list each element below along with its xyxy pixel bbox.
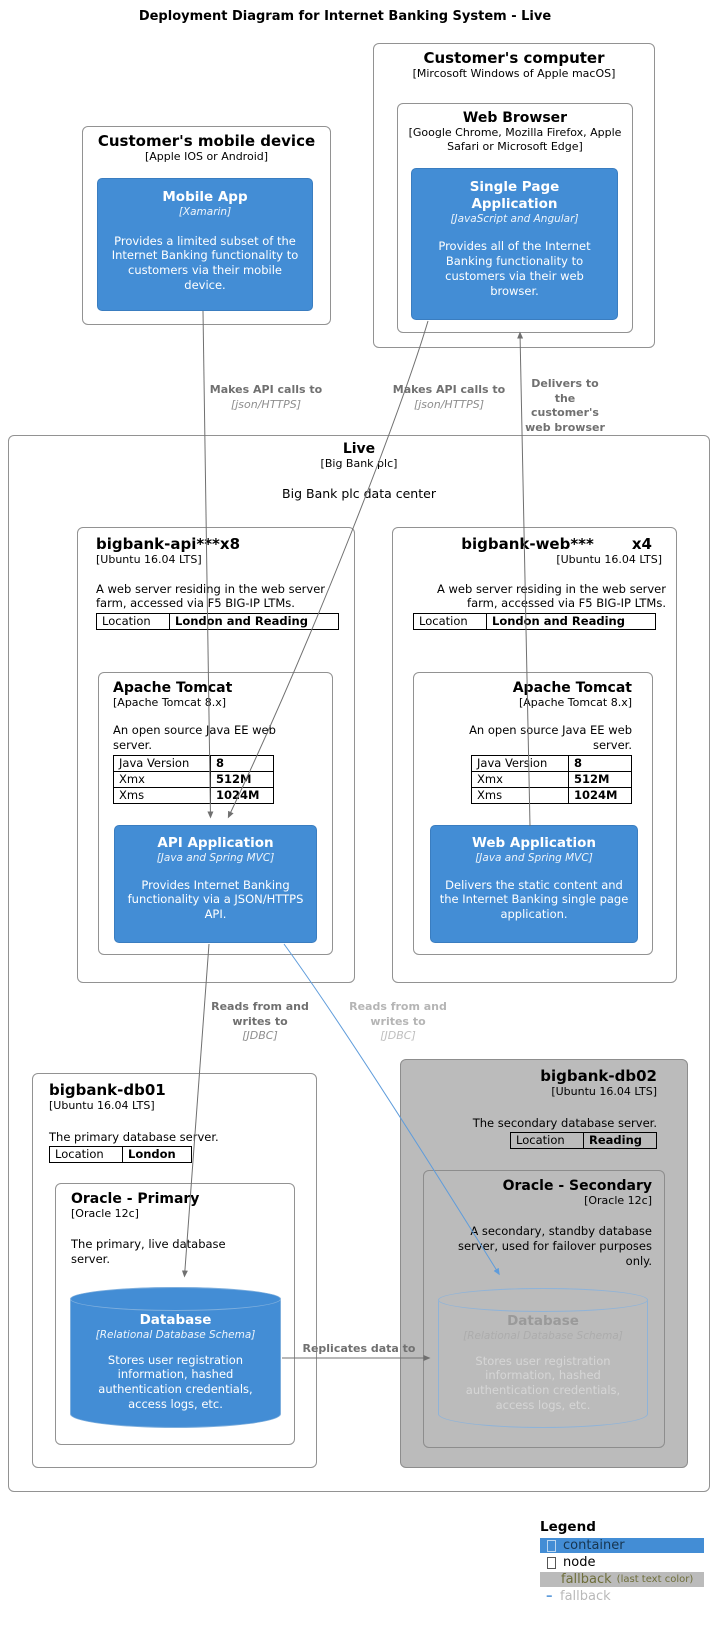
node-desc: The secondary database server. — [472, 1115, 657, 1130]
node-instance-count: x4 — [631, 535, 652, 553]
properties-table — [471, 755, 632, 804]
line-dash-icon: – — [546, 1589, 553, 1604]
property-value: London and Reading — [487, 614, 656, 630]
database-desc: Stores user registration information, hashed authentication credentials, access logs, etc. — [465, 1353, 621, 1413]
property-key: Location — [50, 1147, 123, 1163]
table-row — [114, 756, 274, 772]
node-tech: [Oracle 12c] — [71, 1207, 139, 1221]
edge-label-reads-writes-primary — [210, 1000, 310, 1044]
property-value: 8 — [211, 756, 274, 772]
table-row — [114, 772, 274, 788]
container-tech: [Xamarin] — [178, 205, 232, 218]
node-desc: An open source Java EE web server. — [469, 723, 632, 753]
container-title: Web Application — [471, 835, 597, 851]
database-primary-cylinder — [70, 1287, 281, 1428]
container-tech: [Java and Spring MVC] — [156, 851, 275, 864]
edge-label-text: Reads from and writes to — [349, 1000, 447, 1028]
container-desc: Provides all of the Internet Banking functionality to customers via their web browser. — [438, 239, 591, 299]
container-desc: Delivers the static content and the Internet Banking single page application. — [439, 877, 629, 922]
node-title: Oracle - Primary — [71, 1191, 200, 1207]
properties-table — [113, 755, 274, 804]
edge-label-text: Replicates data to — [302, 1342, 416, 1355]
properties-table — [49, 1146, 192, 1163]
database-title: Database — [139, 1312, 212, 1328]
node-title-text: bigbank-web*** — [461, 535, 594, 553]
property-value: 8 — [569, 756, 632, 772]
node-tech: [Mircosoft Windows of Apple macOS] — [412, 67, 616, 81]
node-title: Customer's computer — [423, 49, 605, 67]
node-title: Apache Tomcat — [113, 680, 233, 696]
table-row — [511, 1133, 657, 1149]
property-key: Location — [414, 614, 487, 630]
node-desc: A secondary, standby database server, used for failover purposes only. — [458, 1224, 652, 1269]
property-value: 1024M — [211, 788, 274, 804]
node-title: bigbank-db01 — [49, 1081, 166, 1099]
node-title: Apache Tomcat — [512, 680, 632, 696]
legend — [540, 1519, 704, 1606]
edge-label-text: Reads from and writes to — [211, 1000, 309, 1028]
node-desc: A web server residing in the web server farm, accessed via F5 BIG-IP LTMs. — [436, 581, 666, 611]
node-desc: A web server residing in the web server farm, accessed via F5 BIG-IP LTMs. — [96, 581, 326, 611]
container-mobile-app — [97, 178, 313, 311]
node-tech: [Apache Tomcat 8.x] — [518, 696, 632, 710]
property-key: Xmx — [472, 772, 569, 788]
table-row — [472, 788, 632, 804]
node-tech: [Ubuntu 16.04 LTS] — [551, 1085, 657, 1099]
legend-label: fallback — [560, 1589, 611, 1604]
table-row — [114, 788, 274, 804]
properties-table — [96, 613, 339, 630]
container-desc: Provides Internet Banking functionality via a JSON/HTTPS API. — [127, 877, 304, 922]
node-tech: [Apache Tomcat 8.x] — [113, 696, 227, 710]
table-row — [472, 772, 632, 788]
property-key: Xms — [114, 788, 211, 804]
edge-label-reads-writes-secondary — [348, 1000, 448, 1044]
legend-row-container — [540, 1538, 704, 1553]
database-tech: [Relational Database Schema] — [95, 1328, 256, 1341]
table-row — [97, 614, 339, 630]
edge-label-tech: [JDBC] — [242, 1029, 278, 1043]
node-subtitle: Big Bank plc data center — [282, 486, 436, 502]
property-key: Location — [511, 1133, 584, 1149]
box-glyph-icon — [547, 1557, 556, 1569]
node-title: bigbank-api***x8 — [96, 535, 241, 553]
node-tech: [Big Bank plc] — [320, 457, 398, 471]
container-api-application — [114, 825, 317, 943]
legend-row-fallback-line — [540, 1589, 704, 1604]
node-desc: An open source Java EE web server. — [113, 723, 276, 753]
legend-title: Legend — [540, 1519, 596, 1535]
node-tech: [Oracle 12c] — [584, 1194, 652, 1208]
database-title: Database — [507, 1313, 579, 1329]
cylinder-rim — [438, 1288, 648, 1312]
property-key: Xms — [472, 788, 569, 804]
property-value: 512M — [569, 772, 632, 788]
properties-table — [510, 1132, 657, 1149]
property-key: Java Version — [114, 756, 211, 772]
properties-table — [413, 613, 656, 630]
node-tech: [Google Chrome, Mozilla Firefox, Apple Safari or Microsoft Edge] — [408, 126, 622, 154]
edge-label-mobile-makes-api-calls — [203, 383, 329, 412]
edge-label-tech: [json/HTTPS] — [230, 397, 302, 411]
edge-label-tech: [json/HTTPS] — [413, 397, 485, 411]
property-value: 512M — [211, 772, 274, 788]
property-value: London and Reading — [170, 614, 339, 630]
edge-label-tech: [JDBC] — [380, 1029, 416, 1043]
database-secondary-cylinder — [438, 1288, 648, 1428]
node-title: Live — [342, 441, 376, 457]
node-tech: [Ubuntu 16.04 LTS] — [556, 553, 662, 567]
node-title: Oracle - Secondary — [502, 1178, 652, 1194]
container-desc: Provides a limited subset of the Internet Banking functionality to customers via their mobile device. — [111, 233, 299, 293]
database-tech: [Relational Database Schema] — [463, 1329, 623, 1342]
edge-label-text: Makes API calls to — [209, 383, 323, 396]
box-glyph-icon — [547, 1540, 556, 1552]
edge-label-replicates-data — [288, 1342, 430, 1357]
node-title: bigbank-db02 — [540, 1067, 657, 1085]
legend-row-fallback-bg — [540, 1572, 704, 1587]
property-key: Java Version — [472, 756, 569, 772]
node-desc: The primary, live database server. — [71, 1237, 226, 1267]
container-title: Mobile App — [162, 189, 248, 205]
edge-label-delivers-to-browser — [521, 377, 609, 435]
diagram-title: Deployment Diagram for Internet Banking System - Live — [138, 9, 552, 24]
node-tech: [Ubuntu 16.04 LTS] — [96, 553, 202, 567]
cylinder-rim — [70, 1287, 281, 1311]
container-tech: [Java and Spring MVC] — [475, 851, 593, 864]
table-row — [414, 614, 656, 630]
node-title — [407, 536, 652, 553]
property-value: London — [123, 1147, 192, 1163]
container-title: Single Page Application — [469, 179, 560, 212]
node-title: Web Browser — [462, 110, 568, 126]
property-key: Xmx — [114, 772, 211, 788]
container-title: API Application — [157, 835, 274, 851]
legend-label: container — [563, 1538, 625, 1553]
table-row — [50, 1147, 192, 1163]
legend-row-node — [540, 1555, 704, 1570]
container-web-application — [430, 825, 638, 943]
table-row — [472, 756, 632, 772]
legend-label: fallback — [561, 1572, 612, 1587]
node-desc: The primary database server. — [49, 1129, 219, 1144]
property-value: Reading — [584, 1133, 657, 1149]
node-tech: [Ubuntu 16.04 LTS] — [49, 1099, 155, 1113]
legend-label: node — [563, 1555, 596, 1570]
legend-note: (last text color) — [616, 1574, 694, 1585]
edge-label-text: Makes API calls to — [392, 383, 506, 396]
node-title: Customer's mobile device — [97, 132, 316, 150]
node-tech: [Apple IOS or Android] — [144, 150, 269, 164]
property-value: 1024M — [569, 788, 632, 804]
database-desc: Stores user registration information, hashed authentication credentials, access logs, etc. — [98, 1352, 253, 1412]
container-tech: [JavaScript and Angular] — [450, 212, 579, 225]
property-key: Location — [97, 614, 170, 630]
container-single-page-application — [411, 168, 618, 320]
edge-label-spa-makes-api-calls — [386, 383, 512, 412]
edge-label-text: Delivers to the customer's web browser — [525, 377, 605, 434]
